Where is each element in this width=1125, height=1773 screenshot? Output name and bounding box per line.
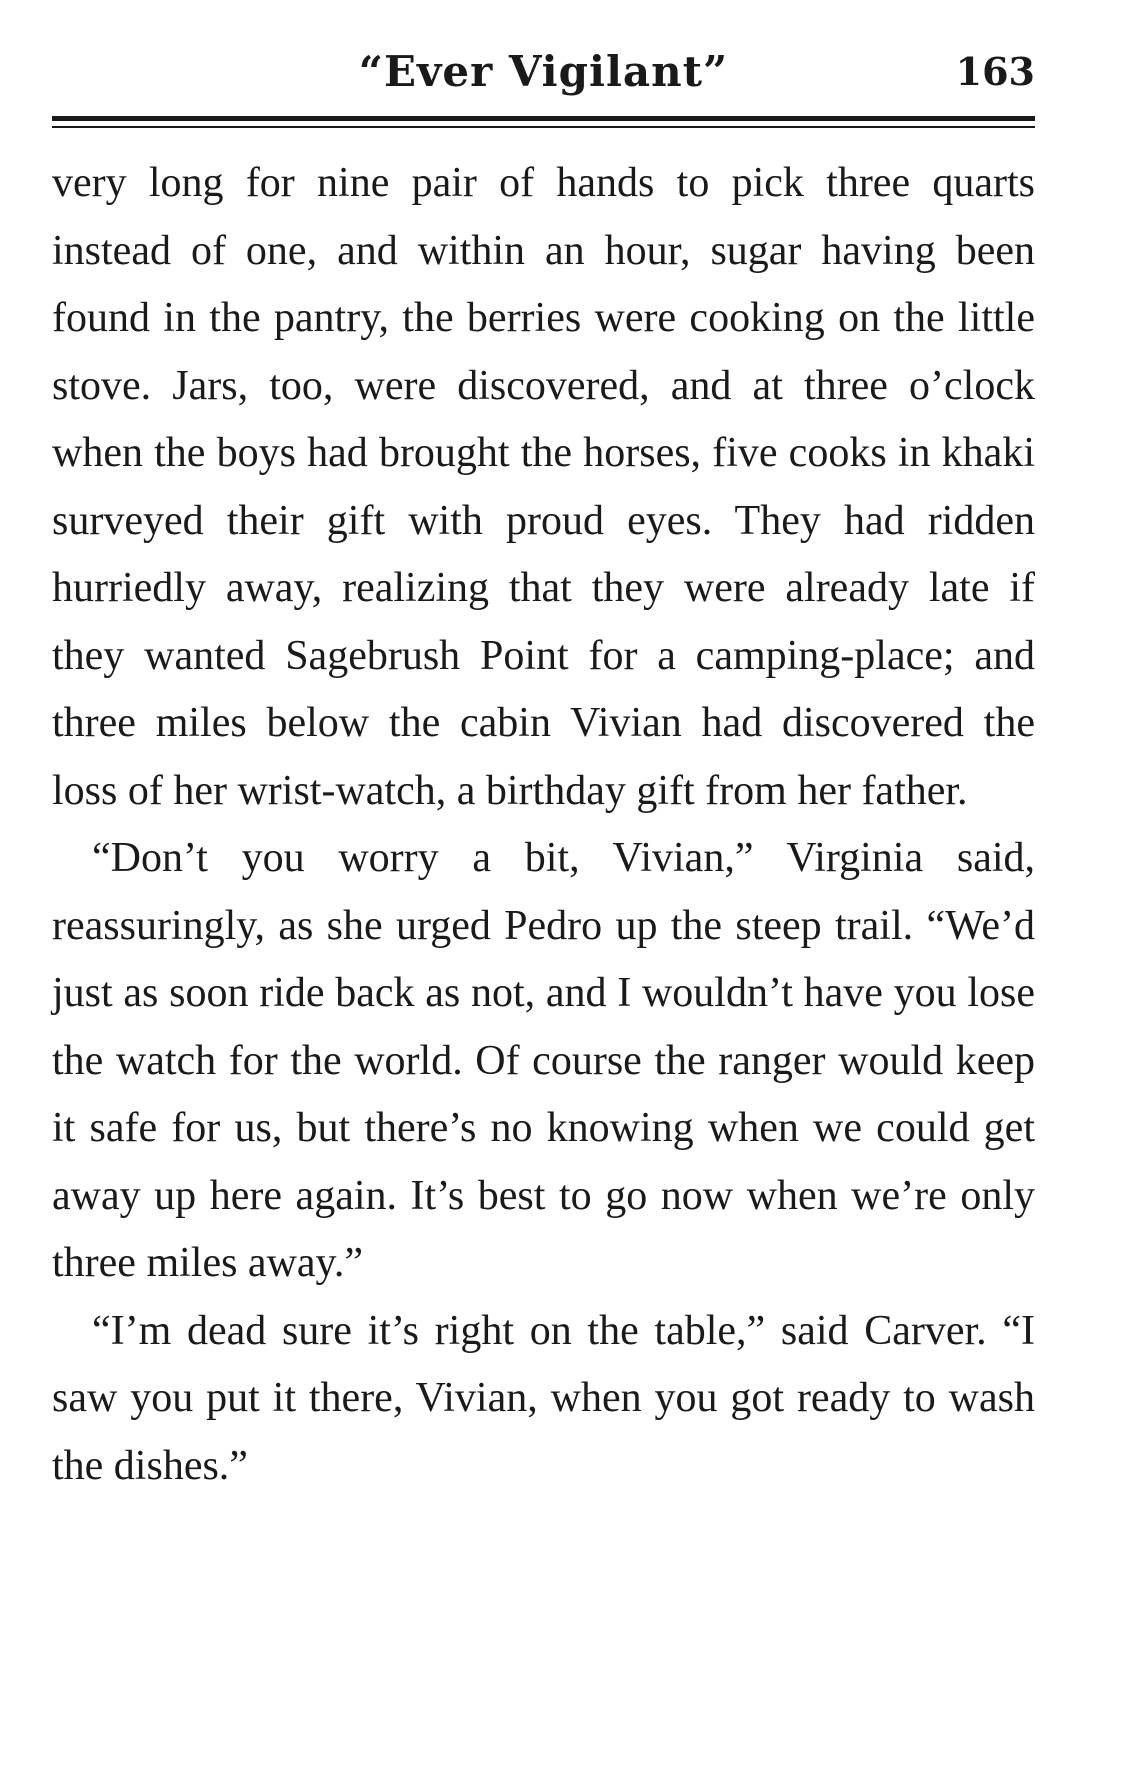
- paragraph-2: “Don’t you worry a bit, Vivian,” Virginia said, reassuringly, as she urged Pedro up the steep trail. “We’d just as soon ride back as not, and I wouldn’t have you lose the watch for the world. Of course the ranger would keep it safe for us, but there’s no knowing when we could get away up here again. It’s best to go now when we’re only three miles away.”: [52, 835, 1035, 1286]
- page-number: 163: [955, 49, 1035, 94]
- header-rule-thick: [52, 116, 1035, 121]
- paragraph-1: very long for nine pair of hands to pick three quarts instead of one, and within an hour, sugar having been found in the pantry, the berries were cooking on the little stove. Jars, too, were discovered, and at three o’clock when the boys had brought the horses, five cooks in khaki surveyed their gift with proud eyes. They had ridden hurriedly away, realizing that they were already late if they wanted Sagebrush Point for a camping-place; and three miles below the cabin Vivian had discovered the loss of her wrist-watch, a birthday gift from her father.: [52, 160, 1035, 814]
- header-rule-thin: [52, 126, 1035, 128]
- paragraph-3: “I’m dead sure it’s right on the table,” said Carver. “I saw you put it there, Vivian, when you got ready to wash the dishes.”: [52, 1307, 1035, 1489]
- body-text: [52, 150, 1035, 1500]
- running-head: [52, 42, 1035, 102]
- running-title: “Ever Vigilant”: [358, 47, 729, 96]
